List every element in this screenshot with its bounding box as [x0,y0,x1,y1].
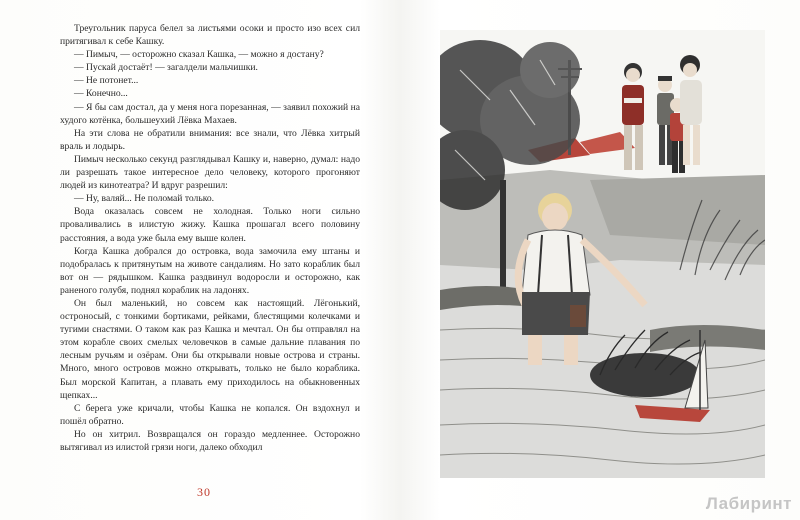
paragraph: — Ну, валяй... Не поломай только. [74,193,215,205]
page-number: 30 [197,485,211,499]
paragraph: — Конечно... [74,88,128,100]
labyrinth-logo-icon: Лабиринт [705,494,792,513]
paragraph: Но он хитрил. Возвращался он гораздо медленнее. Осторожно вытягивал из илистой грязи ноги, далеко обходил [60,428,360,453]
paragraph: Он был маленький, но совсем как настоящий. Лёгонький, остроносый, с тонкими бортиками, рейками, блестящими колечками и тугими снастями. О таком как раз Кашка и мечтал. Он бы отправлял на этом корабле своих смелых человечков в самые дальние плавания по лесным ручьям и озёрам. Они бы открывали новые острова и страны. Много, много островов можно открывать, только не было кораблика. Был морской Капитан, а плавать ему приходилось на обыкновенных щепках... [60,297,360,401]
illustration-artwork [440,30,765,478]
right-page [400,0,800,520]
paragraph: — Пимыч, — осторожно сказал Кашка, — можно я достану? [74,49,324,61]
paragraph: Треугольник паруса белел за листьями осоки и просто изо всех сил притягивал к себе Кашку. [60,23,360,48]
paragraph: С берега уже кричали, чтобы Кашка не копался. Он вздохнул и пошёл обратно. [60,402,360,427]
text-column [60,22,360,454]
paragraph: Пимыч несколько секунд разглядывал Кашку и, наверно, думал: надо ли разрешать такое интересное дело человеку, которого прогоняют людей из кинотеатра? И вдруг разрешил: [60,153,360,192]
paragraph: На эти слова не обратили внимания: все знали, что Лёвка хитрый враль и лодырь. [60,127,360,152]
paragraph: — Не потонет... [74,75,139,87]
book-illustration [440,30,765,478]
paragraph: — Я бы сам достал, да у меня нога порезанная, — заявил похожий на худого котёнка, большеухий Лёвка Махаев. [60,101,360,126]
paragraph: Когда Кашка добрался до островка, вода замочила ему штаны и подобралась к притянутым на животе сандалиям. Но зато кораблик был вот он — рядышком. Кашка раздвинул водоросли и осторожно, как раненого голубя, поднял кораблик на ладонях. [60,245,360,296]
paragraph: — Пускай достаёт! — загалдели мальчишки. [74,62,258,74]
paragraph: Вода оказалась совсем не холодная. Только ноги сильно проваливались в илистую жижу. Кашка прошагал всего половину расстояния, а вода уже была ему выше колен. [60,206,360,244]
